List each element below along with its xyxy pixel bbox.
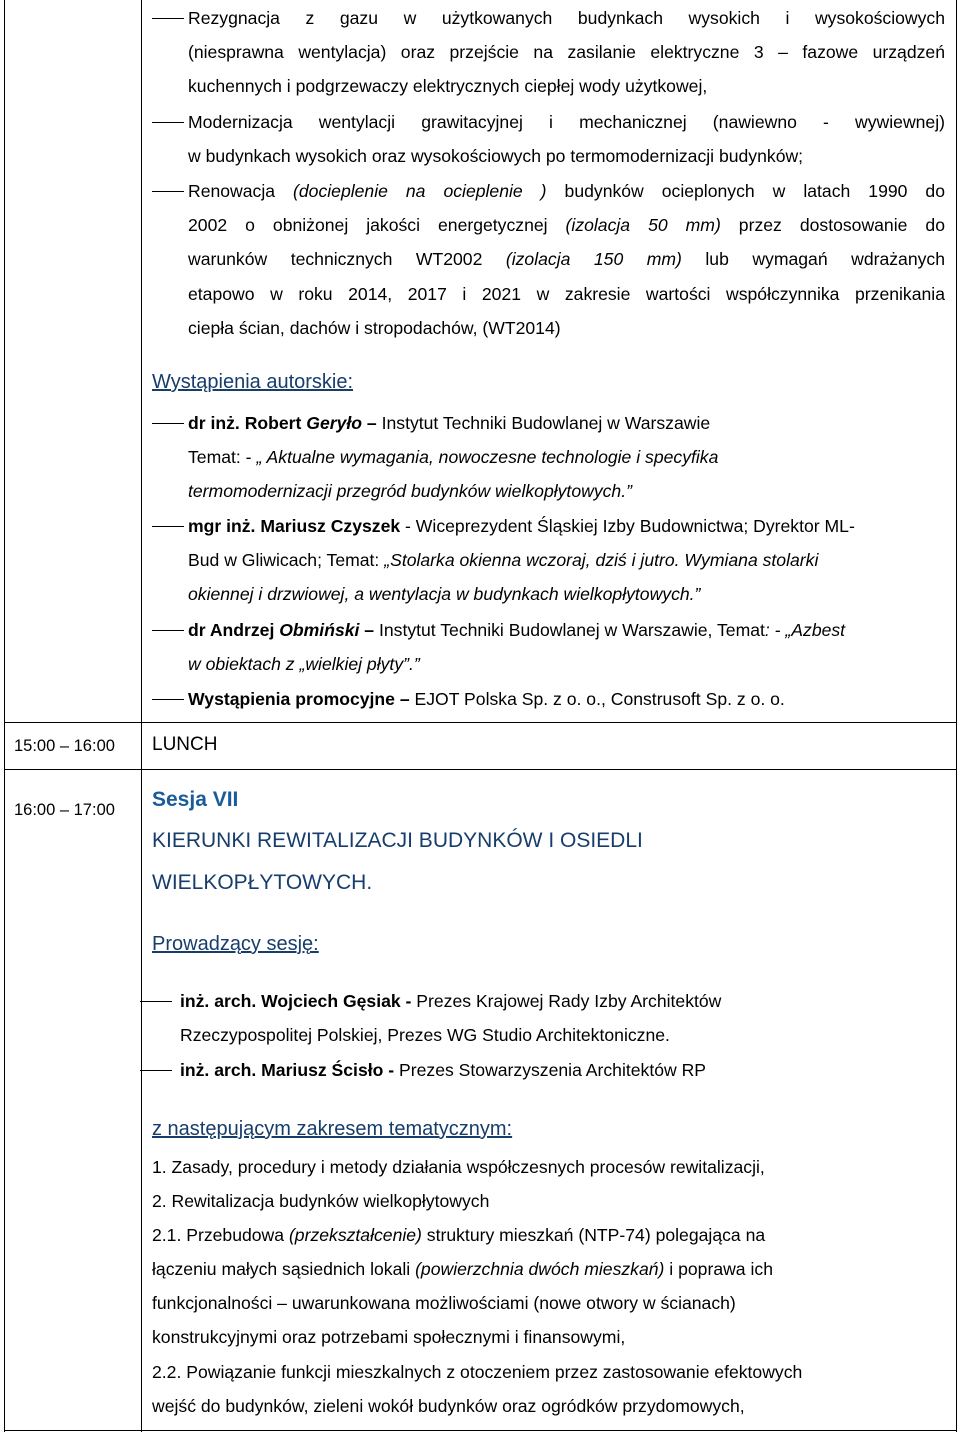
scope-item xyxy=(152,1224,765,1246)
scope-item: 1. Zasady, procedury i metody działania współczesnych procesów rewitalizacji, xyxy=(152,1157,765,1177)
table-column-divider xyxy=(141,0,142,1432)
promo-label: Wystąpienia promocyjne xyxy=(188,689,395,709)
text-run-italic: (izolacja 50 mm) xyxy=(565,215,721,235)
author-title: dr Andrzej xyxy=(188,620,280,640)
text-run-italic: (docieplenie na ocieplenie ) xyxy=(293,181,547,201)
text-run: warunków technicznych WT2002 xyxy=(188,249,506,269)
lunch-label: LUNCH xyxy=(152,734,218,755)
author-line xyxy=(188,412,710,434)
author-org: - Wiceprezydent Śląskiej Izby Budownictwa; Dyrektor ML- xyxy=(400,516,855,536)
list-item-line: Modernizacja wentylacji grawitacyjnej i mechanicznej (nawiewno - wywiewnej) xyxy=(188,112,945,132)
row-divider-lunch-bottom xyxy=(4,769,957,770)
author-line xyxy=(188,619,845,641)
author-org: Instytut Techniki Budowlanej w Warszawie, Temat xyxy=(378,620,765,640)
text-run: budynków ocieplonych w latach 1990 do xyxy=(546,181,945,201)
bullet-dash xyxy=(152,423,184,424)
chair-role: Prezes Krajowej Rady Izby Architektów xyxy=(416,991,722,1011)
list-item-line: Rezygnacja z gazu w użytkowanych budynkach wysokich i wysokościowych xyxy=(188,8,945,28)
bullet-dash xyxy=(152,526,184,527)
scope-item-line: wejść do budynków, zieleni wokół budynków oraz ogródków przydomowych, xyxy=(152,1396,745,1416)
topic-text: „Stolarka okienna wczoraj, dziś i jutro. Wymiana stolarki xyxy=(384,550,819,570)
author-topic-line: okiennej i drzwiowej, a wentylacja w budynkach wielkopłytowych.” xyxy=(188,584,701,604)
text-run: 2002 o obniżonej jakości energetycznej xyxy=(188,215,566,235)
bullet-dash xyxy=(152,630,184,631)
author-name: Geryło xyxy=(306,413,363,433)
chair-line xyxy=(180,1059,706,1081)
chair-line xyxy=(180,990,721,1012)
chair-name: inż. arch. Mariusz Ścisło - xyxy=(180,1060,400,1080)
authors-heading: Wystąpienia autorskie: xyxy=(152,371,354,393)
chairs-heading: Prowadzący sesję: xyxy=(152,933,319,955)
text-run: Renowacja xyxy=(188,181,294,201)
text-run-italic: (przekształcenie) xyxy=(288,1225,422,1245)
author-topic-line: termomodernizacji przegród budynków wielkopłytowych.” xyxy=(188,481,632,501)
text-run: 2.1. Przebudowa xyxy=(152,1225,289,1245)
scope-item-line xyxy=(152,1258,773,1280)
list-item-line xyxy=(188,214,945,236)
chair-line: Rzeczypospolitej Polskiej, Prezes WG Studio Architektoniczne. xyxy=(180,1025,670,1045)
text-run-italic: (izolacja 150 mm) xyxy=(505,249,682,269)
list-item-line: (niesprawna wentylacja) oraz przejście na zasilanie elektryczne 3 – fazowe urządzeń xyxy=(188,42,945,62)
topic-text: „ Aktualne wymagania, nowoczesne technologie i specyfika xyxy=(256,447,719,467)
author-dash: – xyxy=(394,689,415,709)
text-run: przez dostosowanie do xyxy=(720,215,945,235)
topic-prefix: Temat: - xyxy=(188,447,257,467)
table-bottom-border xyxy=(4,1430,957,1431)
session-name: Sesja VII xyxy=(152,788,239,811)
author-name: mgr inż. Mariusz Czyszek xyxy=(188,516,401,536)
author-line xyxy=(188,549,818,571)
text-run-italic: (powierzchnia dwóch mieszkań) xyxy=(415,1259,665,1279)
list-item-line xyxy=(188,180,945,202)
author-topic-line: w obiektach z „wielkiej płyty”.” xyxy=(188,654,420,674)
chair-role: Prezes Stowarzyszenia Architektów RP xyxy=(399,1060,707,1080)
text-run: struktury mieszkań (NTP-74) polegająca na xyxy=(421,1225,766,1245)
author-topic-line xyxy=(188,446,718,468)
bullet-dash xyxy=(140,1070,172,1071)
text-run: i poprawa ich xyxy=(664,1259,773,1279)
session-title-line: KIERUNKI REWITALIZACJI BUDYNKÓW I OSIEDLI xyxy=(152,829,643,852)
promo-text: EJOT Polska Sp. z o. o., Construsoft Sp. z o. o. xyxy=(414,689,785,709)
author-dash: – xyxy=(359,620,379,640)
author-org: Instytut Techniki Budowlanej w Warszawie xyxy=(381,413,711,433)
scope-item: 2. Rewitalizacja budynków wielkopłytowych xyxy=(152,1191,490,1211)
scope-item-line: konstrukcyjnymi oraz potrzebami społecznymi i finansowymi, xyxy=(152,1327,626,1347)
session-time: 16:00 – 17:00 xyxy=(14,801,115,819)
text-run: Bud w Gliwicach; Temat: xyxy=(188,550,385,570)
lunch-time: 15:00 – 16:00 xyxy=(14,737,115,755)
author-line xyxy=(188,515,855,537)
row-divider-lunch-top xyxy=(4,722,957,723)
text-run: lub wymagań wdrażanych xyxy=(681,249,945,269)
author-name: Obmiński xyxy=(279,620,360,640)
author-title: dr inż. Robert xyxy=(188,413,307,433)
scope-heading: z następującym zakresem tematycznym: xyxy=(152,1118,513,1140)
scope-item-line: funkcjonalności – uwarunkowana możliwościami (nowe otwory w ścianach) xyxy=(152,1293,736,1313)
table-right-border xyxy=(956,0,957,1432)
list-item-line: kuchennych i podgrzewaczy elektrycznych ciepłej wody użytkowej, xyxy=(188,76,708,96)
topic-text: : - „Azbest xyxy=(764,620,846,640)
bullet-dash xyxy=(152,699,184,700)
list-item-line: etapowo w roku 2014, 2017 i 2021 w zakresie wartości współczynnika przenikania xyxy=(188,284,945,304)
bullet-dash xyxy=(152,18,184,19)
author-line xyxy=(188,688,785,710)
bullet-dash xyxy=(152,191,184,192)
session-title-line: WIELKOPŁYTOWYCH. xyxy=(152,871,373,894)
bullet-dash xyxy=(140,1001,172,1002)
list-item-line xyxy=(188,248,945,270)
bullet-dash xyxy=(152,122,184,123)
list-item-line: w budynkach wysokich oraz wysokościowych po termomodernizacji budynków; xyxy=(188,146,804,166)
chair-name: inż. arch. Wojciech Gęsiak - xyxy=(180,991,417,1011)
scope-item: 2.2. Powiązanie funkcji mieszkalnych z otoczeniem przez zastosowanie efektowych xyxy=(152,1362,803,1382)
text-run: łączeniu małych sąsiednich lokali xyxy=(152,1259,416,1279)
author-dash: – xyxy=(362,413,382,433)
list-item-line: ciepła ścian, dachów i stropodachów, (WT2014) xyxy=(188,318,561,338)
table-left-border xyxy=(4,0,5,1432)
